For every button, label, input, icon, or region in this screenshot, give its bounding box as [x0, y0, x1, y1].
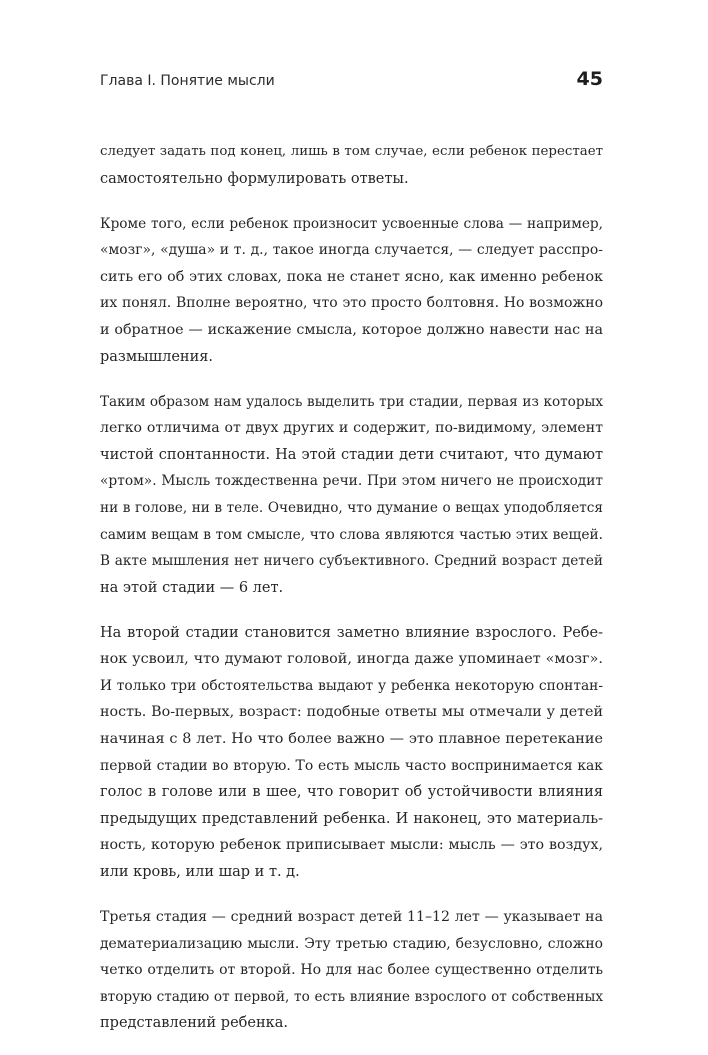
text-line: На второй стадии становится заметно влияние взрослого. Ребе-: [100, 624, 603, 641]
text-line: чистой спонтанности. На этой стадии дети считают, что думают: [100, 446, 603, 463]
text-line: размышления.: [100, 348, 214, 365]
text-line: четко отделить от второй. Но для нас более существенно отделить: [100, 962, 603, 979]
text-line: Третья стадия — средний возраст детей 11–12 лет — указывает на: [100, 909, 603, 925]
text-line: Кроме того, если ребенок произносит усвоенные слова — например,: [100, 215, 603, 232]
page-header: [100, 68, 603, 98]
text-line: сить его об этих словах, пока не станет ясно, как именно ребенок: [100, 268, 603, 285]
body-text: [100, 139, 603, 1055]
text-line: первой стадии во вторую. То есть мысль часто воспринимается как: [100, 757, 603, 774]
text-line: Таким образом нам удалось выделить три стадии, первая из которых: [100, 393, 603, 410]
text-line: самим вещам в том смысле, что слова являются частью этих вещей.: [100, 526, 603, 543]
paragraph-4: [100, 620, 603, 886]
text-line: вторую стадию от первой, то есть влияние взрослого от собственных: [100, 988, 603, 1005]
text-line: дематериализацию мысли. Эту третью стадию, безусловно, сложно: [100, 935, 603, 952]
text-line: И только три обстоятельства выдают у ребенка некоторую спонтан-: [100, 677, 603, 694]
text-line: на этой стадии — 6 лет.: [100, 579, 284, 596]
text-line: ни в голове, ни в теле. Очевидно, что думание о вещах уподобляется: [100, 499, 603, 516]
text-line: и обратное — искажение смысла, которое должно навести нас на: [100, 321, 603, 338]
paragraph-3: [100, 389, 603, 602]
text-line: самостоятельно формулировать ответы.: [100, 170, 409, 187]
page-number: 45: [576, 68, 603, 90]
text-line: «ртом». Мысль тождественна речи. При этом ничего не происходит: [100, 473, 603, 490]
running-head: Глава I. Понятие мысли: [100, 73, 275, 89]
text-line: ность, которую ребенок приписывает мысли: мысль — это воздух,: [100, 837, 603, 854]
text-line: нок усвоил, что думают головой, иногда даже упоминает «мозг».: [100, 651, 603, 668]
text-line: предыдущих представлений ребенка. И наконец, это материаль-: [100, 810, 603, 827]
text-line: их понял. Вполне вероятно, что это просто болтовня. Но возможно: [100, 295, 603, 312]
text-line: ность. Во-первых, возраст: подобные ответы мы отмечали у детей: [100, 704, 603, 721]
paragraph-2: [100, 211, 603, 371]
text-line: или кровь, или шар и т. д.: [100, 864, 300, 881]
text-line: «мозг», «душа» и т. д., такое иногда случается, — следует расспро-: [100, 242, 603, 259]
text-line: легко отличима от двух других и содержит, по-видимому, элемент: [100, 420, 603, 437]
text-line: начиная с 8 лет. Но что более важно — это плавное перетекание: [100, 731, 603, 748]
paragraph-1: [100, 139, 603, 192]
paragraph-5: [100, 904, 603, 1037]
text-line: представлений ребенка.: [100, 1015, 288, 1032]
text-line: голос в голове или в шее, что говорит об устойчивости влияния: [100, 784, 603, 801]
text-line: В акте мышления нет ничего субъективного. Средний возраст детей: [100, 553, 603, 570]
text-line: следует задать под конец, лишь в том случае, если ребенок перестает: [100, 144, 603, 159]
